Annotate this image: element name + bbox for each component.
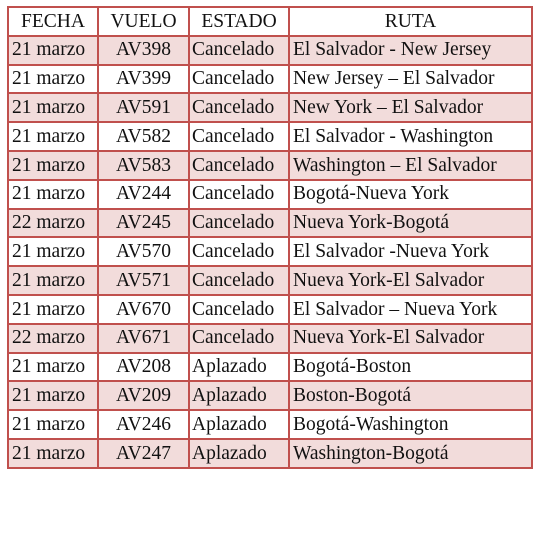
cell-fecha: 22 marzo [8,209,98,238]
cell-estado: Cancelado [189,122,289,151]
cell-estado: Cancelado [189,65,289,94]
table-row [8,295,532,324]
table-row [8,36,532,65]
cell-ruta: Washington – El Salvador [289,151,532,180]
cell-vuelo: AV571 [98,266,189,295]
table-row [8,410,532,439]
table-row [8,180,532,209]
table-row [8,209,532,238]
table-row [8,266,532,295]
cell-fecha: 21 marzo [8,381,98,410]
cell-fecha: 21 marzo [8,266,98,295]
table-row [8,237,532,266]
cell-estado: Aplazado [189,410,289,439]
cell-estado: Cancelado [189,324,289,353]
cell-fecha: 21 marzo [8,151,98,180]
cell-estado: Cancelado [189,295,289,324]
cell-estado: Aplazado [189,381,289,410]
table-row [8,439,532,468]
cell-fecha: 21 marzo [8,180,98,209]
table-row [8,122,532,151]
cell-vuelo: AV245 [98,209,189,238]
cell-estado: Aplazado [189,353,289,382]
cell-estado: Cancelado [189,36,289,65]
cell-vuelo: AV209 [98,381,189,410]
header-ruta: RUTA [289,7,532,36]
cell-vuelo: AV246 [98,410,189,439]
cell-ruta: Washington-Bogotá [289,439,532,468]
table-body [8,36,532,468]
cell-ruta: El Salvador – Nueva York [289,295,532,324]
cell-ruta: Bogotá-Washington [289,410,532,439]
cell-ruta: New York – El Salvador [289,93,532,122]
cell-ruta: Boston-Bogotá [289,381,532,410]
cell-estado: Cancelado [189,266,289,295]
cell-fecha: 21 marzo [8,439,98,468]
cell-fecha: 21 marzo [8,93,98,122]
cell-vuelo: AV247 [98,439,189,468]
table-row [8,353,532,382]
cell-vuelo: AV583 [98,151,189,180]
flights-table [7,6,533,469]
table-row [8,324,532,353]
cell-fecha: 21 marzo [8,410,98,439]
cell-estado: Cancelado [189,237,289,266]
cell-fecha: 21 marzo [8,122,98,151]
table-header-row [8,7,532,36]
cell-vuelo: AV671 [98,324,189,353]
cell-vuelo: AV208 [98,353,189,382]
cell-ruta: El Salvador - Washington [289,122,532,151]
cell-fecha: 21 marzo [8,237,98,266]
header-vuelo: VUELO [98,7,189,36]
cell-ruta: El Salvador - New Jersey [289,36,532,65]
cell-ruta: Bogotá-Nueva York [289,180,532,209]
cell-ruta: New Jersey – El Salvador [289,65,532,94]
cell-ruta: Nueva York-Bogotá [289,209,532,238]
cell-ruta: Nueva York-El Salvador [289,324,532,353]
cell-estado: Cancelado [189,209,289,238]
cell-ruta: El Salvador -Nueva York [289,237,532,266]
cell-vuelo: AV399 [98,65,189,94]
cell-vuelo: AV591 [98,93,189,122]
cell-vuelo: AV582 [98,122,189,151]
table-row [8,93,532,122]
header-estado: ESTADO [189,7,289,36]
cell-estado: Cancelado [189,151,289,180]
cell-vuelo: AV670 [98,295,189,324]
cell-fecha: 21 marzo [8,65,98,94]
cell-fecha: 22 marzo [8,324,98,353]
cell-ruta: Nueva York-El Salvador [289,266,532,295]
table-row [8,65,532,94]
table-row [8,151,532,180]
cell-estado: Cancelado [189,93,289,122]
table-row [8,381,532,410]
cell-fecha: 21 marzo [8,353,98,382]
header-fecha: FECHA [8,7,98,36]
cell-ruta: Bogotá-Boston [289,353,532,382]
cell-vuelo: AV398 [98,36,189,65]
cell-vuelo: AV570 [98,237,189,266]
cell-estado: Cancelado [189,180,289,209]
cell-fecha: 21 marzo [8,36,98,65]
cell-fecha: 21 marzo [8,295,98,324]
cell-vuelo: AV244 [98,180,189,209]
cell-estado: Aplazado [189,439,289,468]
